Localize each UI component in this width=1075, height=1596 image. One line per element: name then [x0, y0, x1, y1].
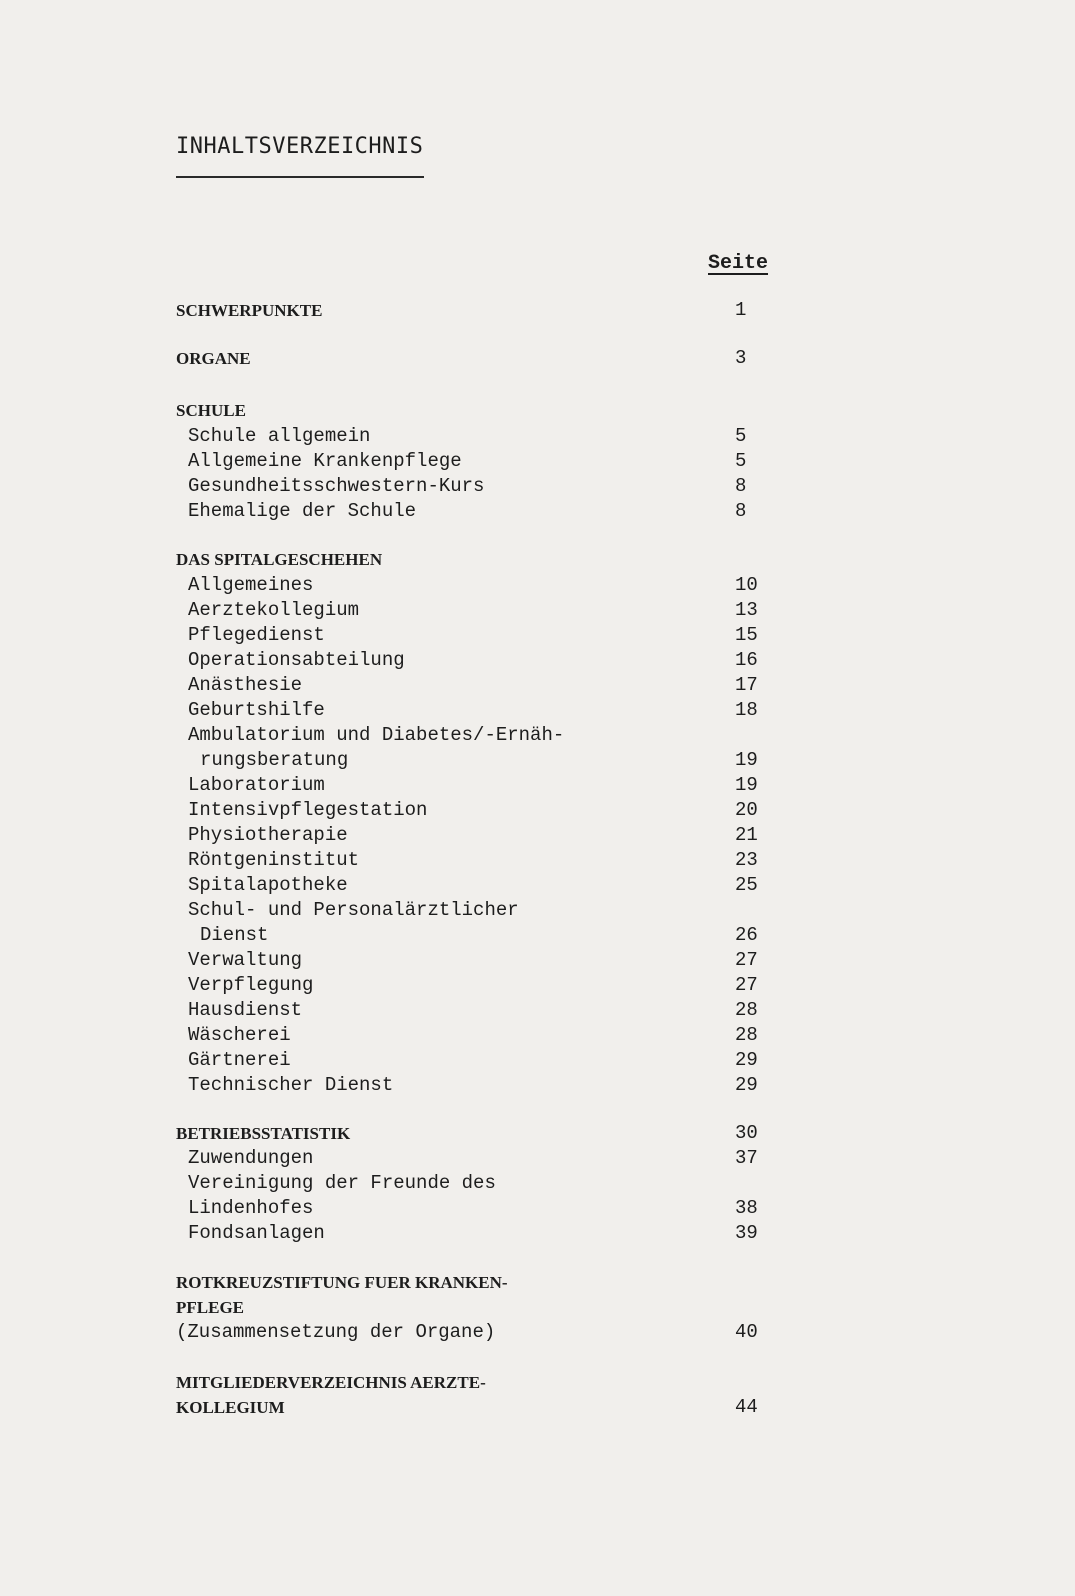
toc-section: SCHWERPUNKTE — [176, 301, 323, 320]
toc-page-number: 1 — [735, 299, 747, 321]
toc-entry: Zuwendungen — [188, 1147, 314, 1169]
toc-entry: Fondsanlagen — [188, 1222, 325, 1244]
toc-entry: Intensivpflegestation — [188, 799, 428, 821]
toc-entry-continuation: Lindenhofes — [188, 1197, 314, 1219]
toc-page-number: 39 — [735, 1222, 758, 1244]
toc-entry: Technischer Dienst — [188, 1074, 394, 1096]
toc-section-continuation: PFLEGE — [176, 1298, 245, 1317]
title-underline — [176, 176, 424, 178]
toc-section: ROTKREUZSTIFTUNG FUER KRANKEN- — [176, 1273, 508, 1292]
toc-entry: Physiotherapie — [188, 824, 348, 846]
toc-page-number: 28 — [735, 1024, 758, 1046]
toc-page-number: 16 — [735, 649, 758, 671]
toc-title: INHALTSVERZEICHNIS — [176, 134, 424, 159]
toc-page-number: 3 — [735, 347, 747, 369]
toc-page-number: 5 — [735, 450, 747, 472]
toc-entry-continuation: Dienst — [200, 924, 269, 946]
toc-page-number: 27 — [735, 949, 758, 971]
toc-page-number: 18 — [735, 699, 758, 721]
toc-entry-continuation: rungsberatung — [200, 749, 349, 771]
toc-entry: Vereinigung der Freunde des — [188, 1172, 496, 1194]
toc-entry: Hausdienst — [188, 999, 303, 1021]
toc-section: ORGANE — [176, 349, 251, 368]
toc-entry: Schule allgemein — [188, 425, 371, 447]
toc-entry: Verwaltung — [188, 949, 303, 971]
toc-page-number: 44 — [735, 1396, 758, 1418]
toc-page-number: 37 — [735, 1147, 758, 1169]
toc-entry: Röntgeninstitut — [188, 849, 360, 871]
page-column-header: Seite — [708, 252, 769, 275]
toc-entry: Aerztekollegium — [188, 599, 360, 621]
toc-page-number: 26 — [735, 924, 758, 946]
toc-entry: (Zusammensetzung der Organe) — [176, 1321, 496, 1343]
toc-page-number: 13 — [735, 599, 758, 621]
toc-section: BETRIEBSSTATISTIK — [176, 1124, 351, 1143]
toc-page-number: 17 — [735, 674, 758, 696]
toc-entry: Schul- und Personalärztlicher — [188, 899, 519, 921]
toc-page-number: 25 — [735, 874, 758, 896]
toc-section-continuation: KOLLEGIUM — [176, 1398, 285, 1417]
toc-entry: Ambulatorium und Diabetes/-Ernäh- — [188, 724, 565, 746]
toc-entry: Geburtshilfe — [188, 699, 325, 721]
toc-entry: Operationsabteilung — [188, 649, 405, 671]
toc-section: DAS SPITALGESCHEHEN — [176, 550, 383, 569]
toc-page-number: 29 — [735, 1049, 758, 1071]
toc-page-number: 27 — [735, 974, 758, 996]
toc-page-number: 21 — [735, 824, 758, 846]
toc-section: SCHULE — [176, 401, 246, 420]
toc-entry: Pflegedienst — [188, 624, 325, 646]
toc-page-number: 15 — [735, 624, 758, 646]
toc-page-number: 30 — [735, 1122, 758, 1144]
toc-entry: Allgemeines — [188, 574, 314, 596]
toc-entry: Gärtnerei — [188, 1049, 291, 1071]
toc-page-number: 5 — [735, 425, 747, 447]
toc-page-number: 38 — [735, 1197, 758, 1219]
toc-page-number: 10 — [735, 574, 758, 596]
toc-entry: Verpflegung — [188, 974, 314, 996]
toc-entry: Anästhesie — [188, 674, 303, 696]
toc-entry: Wäscherei — [188, 1024, 291, 1046]
toc-page-number: 29 — [735, 1074, 758, 1096]
toc-page-number: 19 — [735, 749, 758, 771]
toc-entry: Allgemeine Krankenpflege — [188, 450, 462, 472]
toc-page-number: 8 — [735, 500, 747, 522]
toc-page-number: 40 — [735, 1321, 758, 1343]
toc-page-number: 20 — [735, 799, 758, 821]
toc-page-number: 23 — [735, 849, 758, 871]
toc-page-number: 8 — [735, 475, 747, 497]
toc-page-number: 19 — [735, 774, 758, 796]
toc-section: MITGLIEDERVERZEICHNIS AERZTE- — [176, 1373, 486, 1392]
toc-entry: Spitalapotheke — [188, 874, 348, 896]
toc-page-number: 28 — [735, 999, 758, 1021]
toc-entry: Ehemalige der Schule — [188, 500, 417, 522]
toc-entry: Laboratorium — [188, 774, 325, 796]
toc-entry: Gesundheitsschwestern-Kurs — [188, 475, 485, 497]
